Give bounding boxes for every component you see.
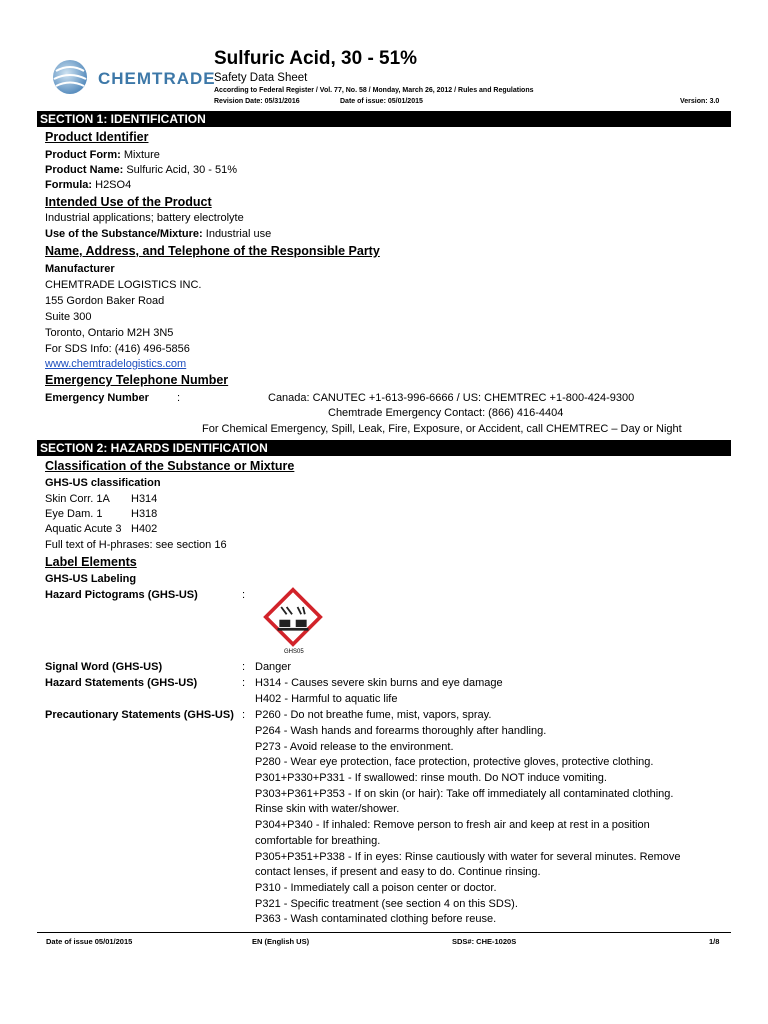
emergency-line-3: For Chemical Emergency, Spill, Leak, Fire, Exposure, or Accident, call CHEMTREC – Day or Night [202, 423, 682, 435]
precaution-colon: : [242, 709, 246, 721]
sds-info: For SDS Info: (416) 496-5856 [45, 343, 190, 355]
footer-language: EN (English US) [252, 937, 310, 946]
emergency-line-2: Chemtrade Emergency Contact: (866) 416-4404 [328, 407, 564, 419]
address-line-2: Suite 300 [45, 311, 92, 323]
precaution-line: Rinse skin with water/shower. [255, 803, 400, 815]
responsible-party-heading: Name, Address, and Telephone of the Responsible Party [45, 244, 380, 258]
classification-heading: Classification of the Substance or Mixture [45, 459, 295, 473]
product-identifier-heading: Product Identifier [45, 130, 149, 144]
product-form: Product Form: Mixture [45, 149, 160, 161]
precaution-line: P264 - Wash hands and forearms thoroughly after handling. [255, 725, 547, 737]
precaution-line: P310 - Immediately call a poison center or doctor. [255, 882, 497, 894]
footer-sds-number: SDS#: CHE-1020S [452, 937, 517, 946]
footer-divider [37, 932, 731, 933]
corrosion-pictogram-icon [260, 587, 326, 647]
use-substance: Use of the Substance/Mixture: Industrial use [45, 228, 272, 240]
precaution-line: comfortable for breathing. [255, 835, 381, 847]
pictograms-label: Hazard Pictograms (GHS-US) [45, 589, 198, 601]
precaution-line: P303+P361+P353 - If on skin (or hair): Take off immediately all contaminated clothing. [255, 788, 674, 800]
signal-word-label: Signal Word (GHS-US) [45, 661, 163, 673]
emergency-line-1: Canada: CANUTEC +1-613-996-6666 / US: CHEMTREC +1-800-424-9300 [268, 392, 635, 404]
emergency-heading: Emergency Telephone Number [45, 373, 229, 387]
class-code: H314 [131, 493, 158, 505]
regulation-line: According to Federal Register / Vol. 77, No. 58 / Monday, March 26, 2012 / Rules and Regulations [214, 87, 534, 94]
precaution-line: P273 - Avoid release to the environment. [255, 741, 454, 753]
emergency-label: Emergency Number [45, 392, 149, 404]
use-text: Industrial applications; battery electrolyte [45, 212, 244, 224]
signal-colon: : [242, 661, 246, 673]
footer-page-number: 1/8 [709, 937, 720, 946]
chemtrade-logo-icon [46, 57, 94, 97]
emergency-colon: : [177, 392, 181, 404]
footer-issue-date: Date of issue 05/01/2015 [46, 937, 133, 946]
intended-use-heading: Intended Use of the Product [45, 195, 212, 209]
logo-text: CHEMTRADE [98, 69, 216, 88]
signal-word-value: Danger [255, 661, 292, 673]
address-line-1: 155 Gordon Baker Road [45, 295, 165, 307]
precaution-line: P363 - Wash contaminated clothing before reuse. [255, 913, 497, 925]
issue-date: Date of issue: 05/01/2015 [340, 98, 423, 105]
precaution-line: P304+P340 - If inhaled: Remove person to fresh air and keep at rest in a position [255, 819, 650, 831]
hazard-statement: H314 - Causes severe skin burns and eye damage [255, 677, 503, 689]
hazard-statements-label: Hazard Statements (GHS-US) [45, 677, 198, 689]
precaution-line: contact lenses, if present and easy to do. Continue rinsing. [255, 866, 541, 878]
pictogram-caption: GHS05 [284, 649, 304, 655]
hazard-statement: H402 - Harmful to aquatic life [255, 693, 398, 705]
class-code: H402 [131, 523, 158, 535]
full-text-note: Full text of H-phrases: see section 16 [45, 539, 227, 551]
section-1-header: SECTION 1: IDENTIFICATION [37, 111, 731, 127]
precaution-line: P260 - Do not breathe fume, mist, vapors, spray. [255, 709, 492, 721]
label-elements-heading: Label Elements [45, 555, 137, 569]
document-subtitle: Safety Data Sheet [214, 72, 308, 84]
formula: Formula: H2SO4 [45, 179, 132, 191]
revision-date: Revision Date: 05/31/2016 [214, 98, 300, 105]
precaution-line: P321 - Specific treatment (see section 4 on this SDS). [255, 898, 518, 910]
class-code: H318 [131, 508, 158, 520]
section-2-header: SECTION 2: HAZARDS IDENTIFICATION [37, 440, 731, 456]
manufacturer-label: Manufacturer [45, 263, 115, 275]
company-name: CHEMTRADE LOGISTICS INC. [45, 279, 202, 291]
pictograms-colon: : [242, 589, 246, 601]
precaution-line: P301+P330+P331 - If swallowed: rinse mouth. Do NOT induce vomiting. [255, 772, 607, 784]
precaution-line: P305+P351+P338 - If in eyes: Rinse cautiously with water for several minutes. Remove [255, 851, 681, 863]
product-name: Product Name: Sulfuric Acid, 30 - 51% [45, 164, 237, 176]
document-title: Sulfuric Acid, 30 - 51% [214, 48, 418, 69]
address-line-3: Toronto, Ontario M2H 3N5 [45, 327, 174, 339]
class-name: Eye Dam. 1 [45, 508, 103, 520]
hazard-colon: : [242, 677, 246, 689]
class-name: Aquatic Acute 3 [45, 523, 122, 535]
version: Version: 3.0 [680, 98, 720, 105]
website-link[interactable]: www.chemtradelogistics.com [45, 358, 187, 370]
precaution-line: P280 - Wear eye protection, face protection, protective gloves, protective clothing. [255, 756, 654, 768]
class-name: Skin Corr. 1A [45, 493, 110, 505]
ghs-labeling-label: GHS-US Labeling [45, 573, 137, 585]
precautionary-label: Precautionary Statements (GHS-US) [45, 709, 234, 721]
ghs-class-label: GHS-US classification [45, 477, 161, 489]
